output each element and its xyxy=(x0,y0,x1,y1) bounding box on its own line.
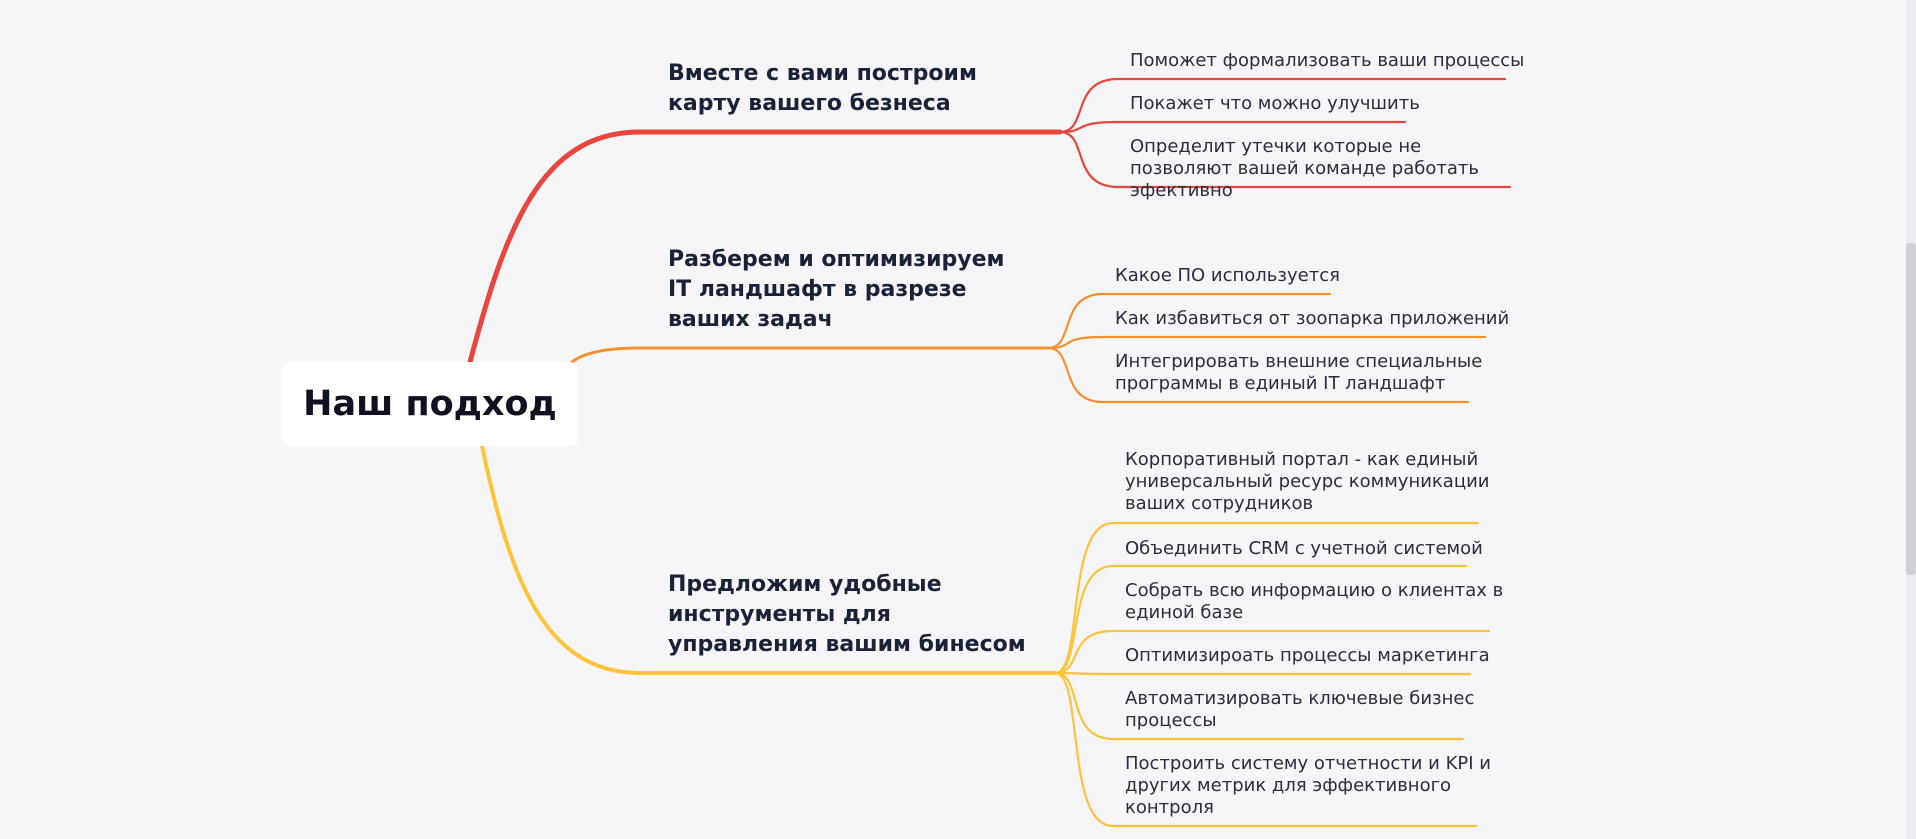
leaf-connector-1-1 xyxy=(1048,337,1485,348)
leaf-integrate-programs[interactable]: Интегрировать внешние специальные программы в единый IT ландшафт xyxy=(1115,351,1483,394)
branch-connector-it-landscape xyxy=(572,348,1048,362)
leaf-kpi-reporting[interactable]: Построить систему отчетности и KPI и других метрик для эффективного контроля xyxy=(1125,753,1491,818)
leaf-marketing-processes[interactable]: Оптимизироать процессы маркетинга xyxy=(1125,645,1490,666)
branch-title-business-map[interactable]: Вместе с вами построим карту вашего безнеса xyxy=(668,61,977,116)
central-topic[interactable] xyxy=(282,362,578,446)
leaf-connector-0-1 xyxy=(1060,122,1405,132)
leaf-app-zoo[interactable]: Как избавиться от зоопарка приложений xyxy=(1115,308,1510,329)
leaf-automate-processes[interactable]: Автоматизировать ключевые бизнес процессы xyxy=(1125,688,1475,731)
branch-title-it-landscape[interactable]: Разберем и оптимизируем IT ландшафт в разрезе ваших задач xyxy=(668,247,1005,332)
leaf-corporate-portal[interactable]: Корпоративный портал - как единый универсальный ресурс коммуникации ваших сотрудников xyxy=(1125,449,1490,514)
central-topic-label: Наш подход xyxy=(303,384,557,424)
leaf-find-leaks[interactable]: Определит утечки которые не позволяют вашей команде работать эфективно xyxy=(1130,136,1479,201)
leaf-connector-2-3 xyxy=(1055,673,1470,674)
leaf-customer-database[interactable]: Собрать всю информацию о клиентах в единой базе xyxy=(1125,580,1504,623)
leaf-software-used[interactable]: Какое ПО используется xyxy=(1115,265,1340,286)
branch-title-tools[interactable]: Предложим удобные инструменты для управления вашим бинесом xyxy=(668,572,1026,657)
scrollbar-thumb[interactable] xyxy=(1906,243,1916,575)
leaf-formalize-processes[interactable]: Поможет формализовать ваши процессы xyxy=(1130,50,1525,71)
leaf-show-improvements[interactable]: Покажет что можно улучшить xyxy=(1130,93,1420,114)
leaf-crm-integration[interactable]: Объединить CRM с учетной системой xyxy=(1125,538,1483,559)
